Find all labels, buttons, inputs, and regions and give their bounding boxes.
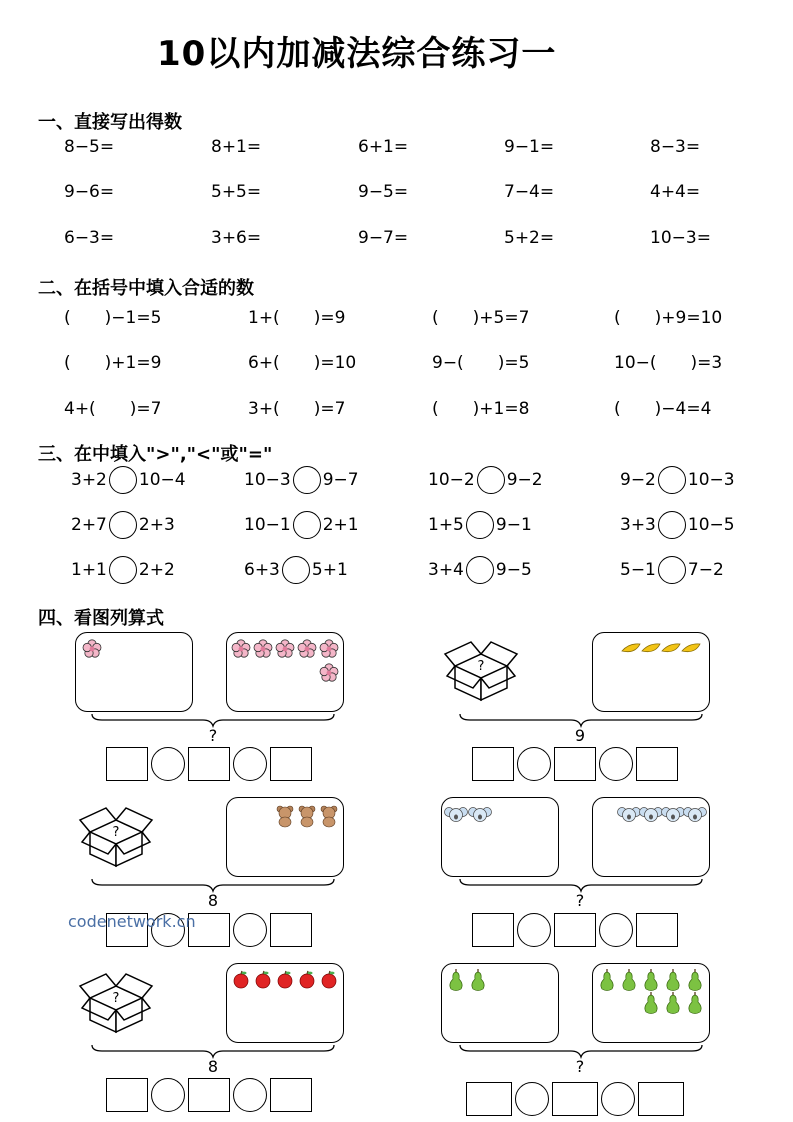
right-expression: 10−3 [687,470,735,490]
comparison-answer-circle[interactable] [658,466,686,494]
comparison-problem [71,466,186,494]
comparison-problem [244,466,359,494]
arithmetic-problem: 9−7= [358,228,409,248]
comparison-answer-circle[interactable] [293,511,321,539]
fill-blank-problem: 1+( )=9 [248,308,346,328]
answer-box[interactable] [554,747,596,781]
answer-box[interactable] [554,913,596,947]
flower-icon [227,635,343,685]
svg-text:?: ? [477,659,485,674]
operator-circle[interactable] [515,1082,549,1116]
fill-blank-problem: 6+( )=10 [248,353,357,373]
left-expression: 2+7 [71,515,107,535]
comparison-problem [428,556,532,584]
fill-blank-problem: ( )+9=10 [614,308,723,328]
left-expression: 1+1 [71,560,107,580]
fill-blank-problem: 9−( )=5 [432,353,530,373]
left-expression: 1+5 [428,515,464,535]
comparison-problem [244,556,348,584]
left-expression: 10−3 [244,470,291,490]
right-expression: 9−5 [495,560,532,580]
operator-circle[interactable] [151,1078,185,1112]
right-expression: 5+1 [311,560,348,580]
apple-icon [227,966,343,996]
brace-label-6: ? [575,1057,585,1076]
operator-circle[interactable] [601,1082,635,1116]
arithmetic-problem: 6+1= [358,137,409,157]
picture-panel-3b [226,797,344,877]
operator-circle[interactable] [151,747,185,781]
svg-text:?: ? [112,825,120,840]
brace-label-5: 8 [207,1057,219,1076]
left-expression: 6+3 [244,560,280,580]
comparison-problem [620,466,735,494]
bear-icon [227,800,343,834]
right-expression: 9−2 [506,470,543,490]
comparison-problem [244,511,359,539]
arithmetic-problem: 6−3= [64,228,115,248]
left-expression: 3+4 [428,560,464,580]
comparison-answer-circle[interactable] [466,511,494,539]
right-expression: 9−7 [322,470,359,490]
answer-box[interactable] [188,747,230,781]
brace-label-1: ? [208,726,218,745]
fill-blank-problem: 4+( )=7 [64,399,162,419]
koala-icon [442,800,558,830]
fill-blank-problem: ( )−1=5 [64,308,162,328]
left-expression: 10−1 [244,515,291,535]
answer-box[interactable] [106,1078,148,1112]
comparison-problem [620,511,735,539]
comparison-answer-circle[interactable] [466,556,494,584]
answer-box[interactable] [636,913,678,947]
arithmetic-problem: 4+4= [650,182,701,202]
right-expression: 9−1 [495,515,532,535]
answer-box[interactable] [466,1082,512,1116]
picture-panel-6a [441,963,559,1043]
answer-box[interactable] [106,747,148,781]
fill-blank-problem: ( )+1=8 [432,399,530,419]
brace-label-3: 8 [207,891,219,910]
banana-icon [593,635,709,665]
brace-label-2: 9 [574,726,586,745]
comparison-problem [620,556,724,584]
arithmetic-problem: 8+1= [211,137,262,157]
comparison-problem [71,511,175,539]
flower-icon [78,635,108,665]
arithmetic-problem: 8−3= [650,137,701,157]
left-expression: 3+3 [620,515,656,535]
arithmetic-problem: 10−3= [650,228,711,248]
question-box-icon [443,640,523,706]
section-2-heading: 二、在括号中填入合适的数 [38,278,254,299]
comparison-answer-circle[interactable] [477,466,505,494]
operator-circle[interactable] [233,747,267,781]
section-3-heading: 三、在中填入">","<"或"=" [38,444,273,465]
right-expression: 10−5 [687,515,735,535]
page-title: 10以内加减法综合练习一 [157,34,557,74]
picture-panel-4b [592,797,710,877]
operator-circle[interactable] [599,747,633,781]
answer-box[interactable] [472,913,514,947]
question-box-icon [78,806,158,872]
operator-circle[interactable] [599,913,633,947]
comparison-problem [428,466,543,494]
picture-panel-1a [75,632,193,712]
comparison-answer-circle[interactable] [658,556,686,584]
arithmetic-problem: 3+6= [211,228,262,248]
arithmetic-problem: 9−5= [358,182,409,202]
arithmetic-problem: 5+2= [504,228,555,248]
comparison-answer-circle[interactable] [293,466,321,494]
arithmetic-problem: 8−5= [64,137,115,157]
section-4-heading: 四、看图列算式 [38,608,164,629]
arithmetic-problem: 5+5= [211,182,262,202]
answer-box[interactable] [552,1082,598,1116]
fill-blank-problem: 3+( )=7 [248,399,346,419]
answer-box[interactable] [188,1078,230,1112]
answer-box[interactable] [270,747,312,781]
section-1-heading: 一、直接写出得数 [38,112,182,133]
left-expression: 3+2 [71,470,107,490]
comparison-answer-circle[interactable] [109,556,137,584]
right-expression: 2+1 [322,515,359,535]
koala-icon [593,800,709,830]
picture-panel-6b [592,963,710,1043]
comparison-problem [71,556,175,584]
operator-circle[interactable] [517,747,551,781]
operator-circle[interactable] [517,913,551,947]
brace-label-4: ? [575,891,585,910]
comparison-problem [428,511,532,539]
fill-blank-problem: 10−( )=3 [614,353,723,373]
pear-icon [593,966,709,1018]
left-expression: 5−1 [620,560,656,580]
arithmetic-problem: 7−4= [504,182,555,202]
fill-blank-problem: ( )+5=7 [432,308,530,328]
operator-circle[interactable] [233,1078,267,1112]
answer-box[interactable] [270,1078,312,1112]
comparison-answer-circle[interactable] [282,556,310,584]
answer-box[interactable] [636,747,678,781]
picture-panel-2b [592,632,710,712]
comparison-answer-circle[interactable] [109,466,137,494]
left-expression: 9−2 [620,470,656,490]
right-expression: 10−4 [138,470,186,490]
picture-panel-5b [226,963,344,1043]
arithmetic-problem: 9−6= [64,182,115,202]
fill-blank-problem: ( )+1=9 [64,353,162,373]
svg-text:?: ? [112,991,120,1006]
answer-box[interactable] [472,747,514,781]
comparison-answer-circle[interactable] [658,511,686,539]
answer-box[interactable] [638,1082,684,1116]
picture-panel-4a [441,797,559,877]
fill-blank-problem: ( )−4=4 [614,399,712,419]
operator-circle[interactable] [233,913,267,947]
picture-panel-1b [226,632,344,712]
watermark: codenetwork.cn [68,912,196,931]
right-expression: 2+2 [138,560,175,580]
arithmetic-problem: 9−1= [504,137,555,157]
right-expression: 7−2 [687,560,724,580]
comparison-answer-circle[interactable] [109,511,137,539]
left-expression: 10−2 [428,470,475,490]
answer-box[interactable] [270,913,312,947]
right-expression: 2+3 [138,515,175,535]
question-box-icon [78,972,158,1038]
pear-icon [442,966,558,996]
